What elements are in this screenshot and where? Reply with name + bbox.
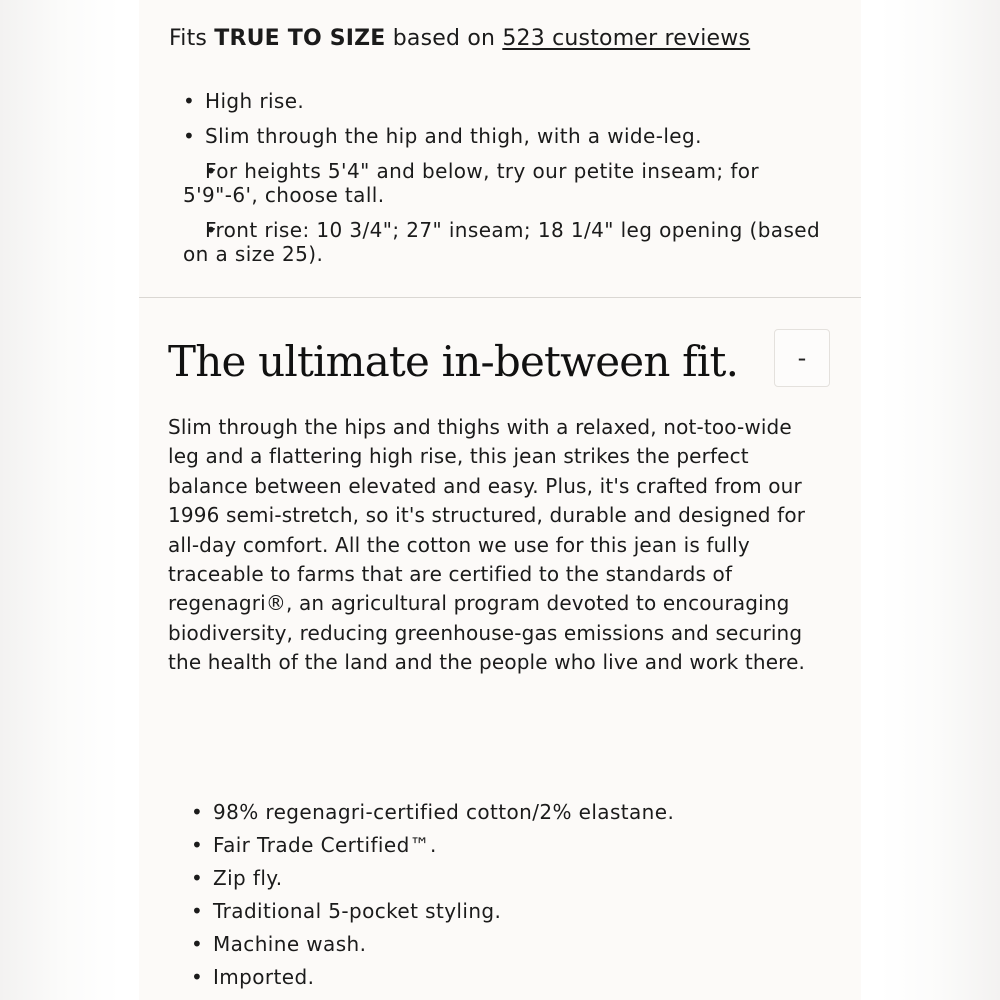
fit-prefix: Fits: [169, 26, 215, 51]
feature-item: • Fair Trade Certified™.: [191, 829, 674, 862]
section-divider: [139, 297, 861, 298]
product-details-panel: [139, 0, 861, 1000]
product-description: Slim through the hips and thighs with a relaxed, not-too-wide leg and a flattering high rise, this jean strikes the perfect balance between elevated and easy. Plus, it's crafted from our 1996 semi-stretch, so it's structured, durable and designed for all-day comfort. All the cotton we use for this jean is fully traceable to farms that are certified to the standards of regenagri®, an agricultural program devoted to encouraging biodiversity, reducing greenhouse-gas emissions and securing the health of the land and the people who live and work there.: [168, 415, 806, 675]
feature-item: • Zip fly.: [191, 862, 674, 895]
fit-detail-item: • For heights 5'4" and below, try our petite inseam; for 5'9"-6', choose tall.: [183, 159, 823, 207]
fit-middle-text: based on: [385, 26, 503, 51]
fit-summary: [169, 24, 750, 54]
fit-detail-item: • Slim through the hip and thigh, with a wide-leg.: [183, 124, 823, 148]
fit-detail-item: • High rise.: [183, 89, 823, 113]
collapse-toggle-button[interactable]: -: [774, 329, 830, 387]
feature-item: • Traditional 5-pocket styling.: [191, 895, 674, 928]
fit-detail-item: • Front rise: 10 3/4"; 27" inseam; 18 1/4" leg opening (based on a size 25).: [183, 218, 823, 266]
feature-item: • Imported.: [191, 961, 674, 994]
section-title: The ultimate in-between fit.: [168, 337, 739, 386]
feature-item: • Machine wash.: [191, 928, 674, 961]
fit-details-list: [183, 89, 823, 277]
customer-reviews-link[interactable]: 523 customer reviews: [502, 26, 751, 51]
features-list: [191, 796, 674, 994]
fit-size-label: TRUE TO SIZE: [214, 26, 386, 51]
feature-item: • 98% regenagri-certified cotton/2% elastane.: [191, 796, 674, 829]
